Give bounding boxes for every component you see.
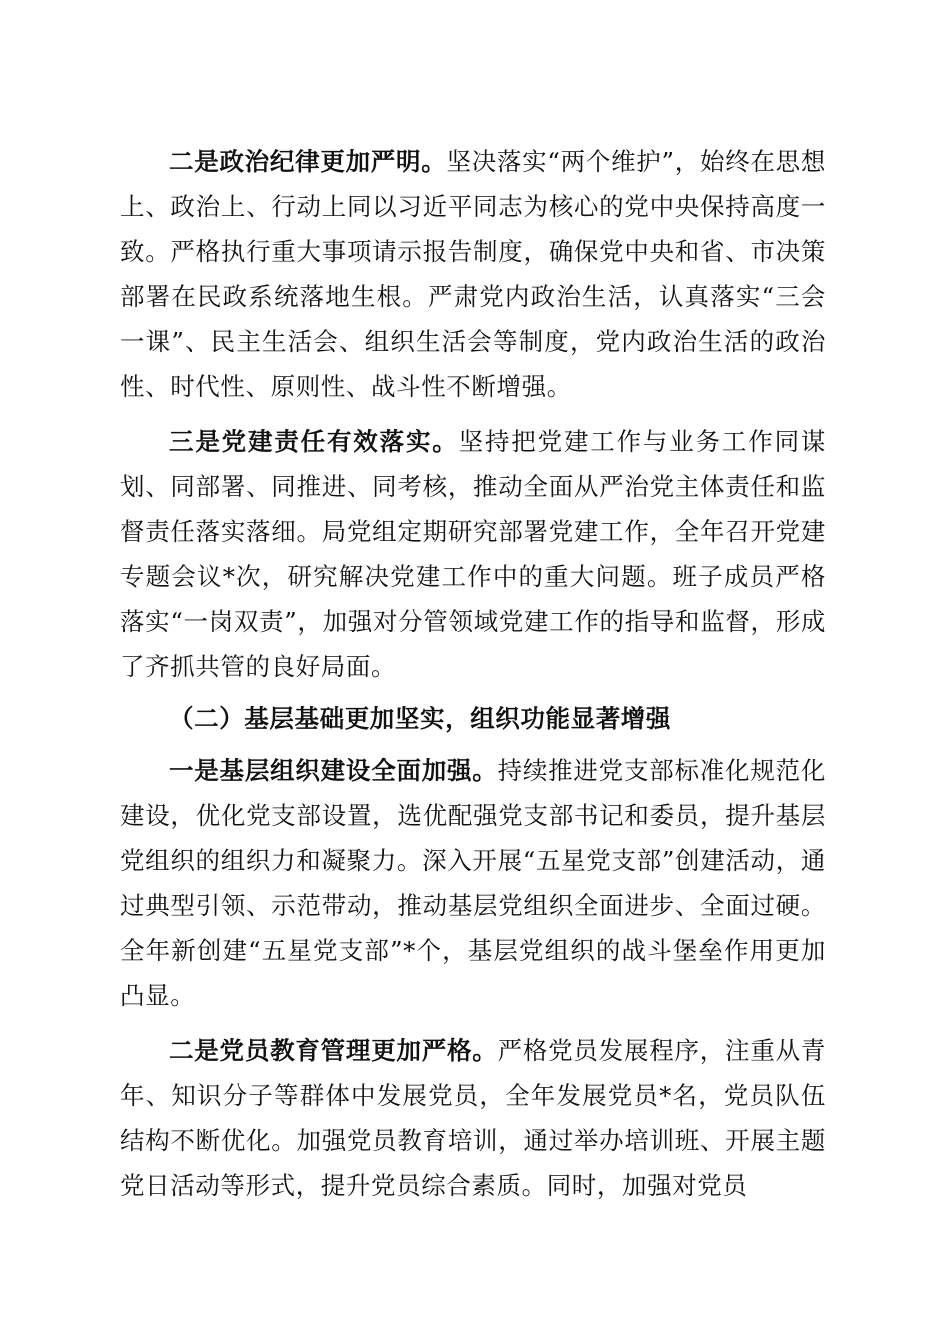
paragraph-political-discipline: [120, 139, 826, 409]
paragraph-lead: 一是基层组织建设全面加强。: [169, 756, 498, 785]
paragraph-text: 持续推进党支部标准化规范化建设，优化党支部设置，选优配强党支部书记和委员，提升基层党组织的组织力和凝聚力。深入开展“五星党支部”创建活动，通过典型引领、示范带动，推动基层党组织全面进步、全面过硬。全年新创建“五星党支部”*个，基层党组织的战斗堡垒作用更加凸显。: [120, 756, 826, 1010]
paragraph-lead: 三是党建责任有效落实。: [169, 427, 459, 456]
paragraph-lead: 二是政治纪律更加严明。: [169, 147, 447, 176]
paragraph-text: 坚决落实“两个维护”，始终在思想上、政治上、行动上同以习近平同志为核心的党中央保持高度一致。严格执行重大事项请示报告制度，确保党中央和省、市决策部署在民政系统落地生根。严肃党内政治生活，认真落实“三会一课”、民主生活会、组织生活会等制度，党内政治生活的政治性、时代性、原则性、战斗性不断增强。: [120, 147, 826, 401]
paragraph-text: 严格党员发展程序，注重从青年、知识分子等群体中发展党员，全年发展党员*名，党员队伍结构不断优化。加强党员教育培训，通过举办培训班、开展主题党日活动等形式，提升党员综合素质。同时，加强对党员: [120, 1036, 826, 1200]
document-body: [120, 139, 826, 1208]
paragraph-member-education: [120, 1028, 826, 1208]
paragraph-lead: 二是党员教育管理更加严格。: [169, 1036, 498, 1065]
section-heading: （二）基层基础更加坚实，组织功能显著增强: [169, 704, 671, 733]
paragraph-party-responsibility: [120, 419, 826, 689]
paragraph-text: 坚持把党建工作与业务工作同谋划、同部署、同推进、同考核，推动全面从严治党主体责任和监督责任落实落细。局党组定期研究部署党建工作，全年召开党建专题会议*次，研究解决党建工作中的重大问题。班子成员严格落实“一岗双责”，加强对分管领域党建工作的指导和监督，形成了齐抓共管的良好局面。: [120, 427, 826, 681]
paragraph-grassroots-organization: [120, 748, 826, 1018]
